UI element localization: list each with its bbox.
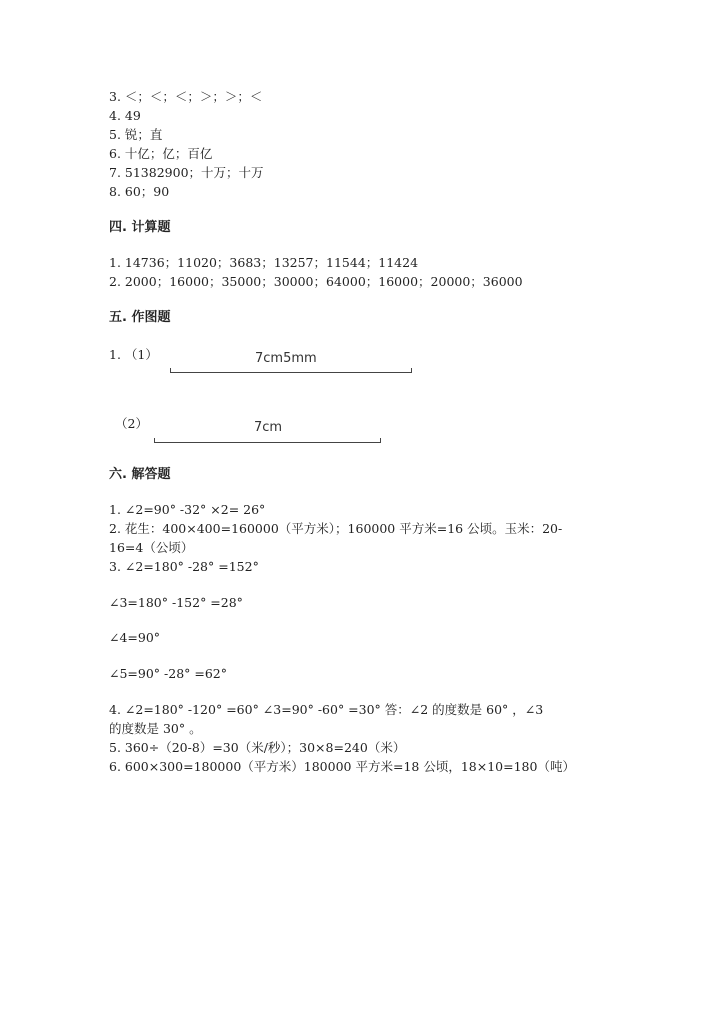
answer-line: 1. 14736；11020；3683；13257；11544；11424 (109, 255, 419, 270)
answer-line: 5. 360÷（20-8）=30（米/秒）；30×8=240（米） (109, 740, 406, 755)
answer-line: ∠5=90° -28° =62° (109, 666, 228, 681)
answer-line: 1. ∠2=90° -32° ×2= 26° (109, 502, 266, 517)
drawing-item-2-label: （2） (115, 416, 148, 431)
answer-line: 5. 锐；直 (109, 127, 163, 142)
section-heading-drawing: 五. 作图题 (109, 310, 171, 325)
line-segment-2 (154, 438, 381, 443)
section-heading-answers: 六. 解答题 (109, 467, 171, 482)
drawing-item-1-label: 1. （1） (109, 347, 158, 362)
segment-2-length-label: 7cm (254, 420, 283, 435)
answer-line: 4. ∠2=180° -120° =60° ∠3=90° -60° =30° 答：∠2 的度数是 60° ，∠3 (109, 702, 544, 717)
segment-1-length-label: 7cm5mm (255, 351, 317, 366)
answer-line: 16=4（公顷） (109, 540, 194, 555)
answer-line: 2. 花生：400×400=160000（平方米）；160000 平方米=16 公顷。玉米：20- (109, 521, 563, 536)
answer-line: 4. 49 (109, 108, 141, 123)
answer-line: 2. 2000；16000；35000；30000；64000；16000；20000；36000 (109, 274, 523, 289)
answer-line: 3. ∠2=180° -28° =152° (109, 559, 259, 574)
section-heading-calculation: 四. 计算题 (109, 220, 171, 235)
answer-line: 7. 51382900；十万；十万 (109, 165, 264, 180)
answer-line: ∠4=90° (109, 630, 161, 645)
answer-line: 8. 60；90 (109, 184, 170, 199)
line-segment-1 (170, 368, 412, 373)
answer-line: 6. 600×300=180000（平方米）180000 平方米=18 公顷，18×10=180（吨） (109, 759, 575, 774)
answer-line: ∠3=180° -152° =28° (109, 595, 243, 610)
answer-line: 3. ＜；＜；＜；＞；＞；＜ (109, 89, 263, 104)
answer-line: 6. 十亿；亿；百亿 (109, 146, 213, 161)
answer-line: 的度数是 30° 。 (109, 721, 202, 736)
